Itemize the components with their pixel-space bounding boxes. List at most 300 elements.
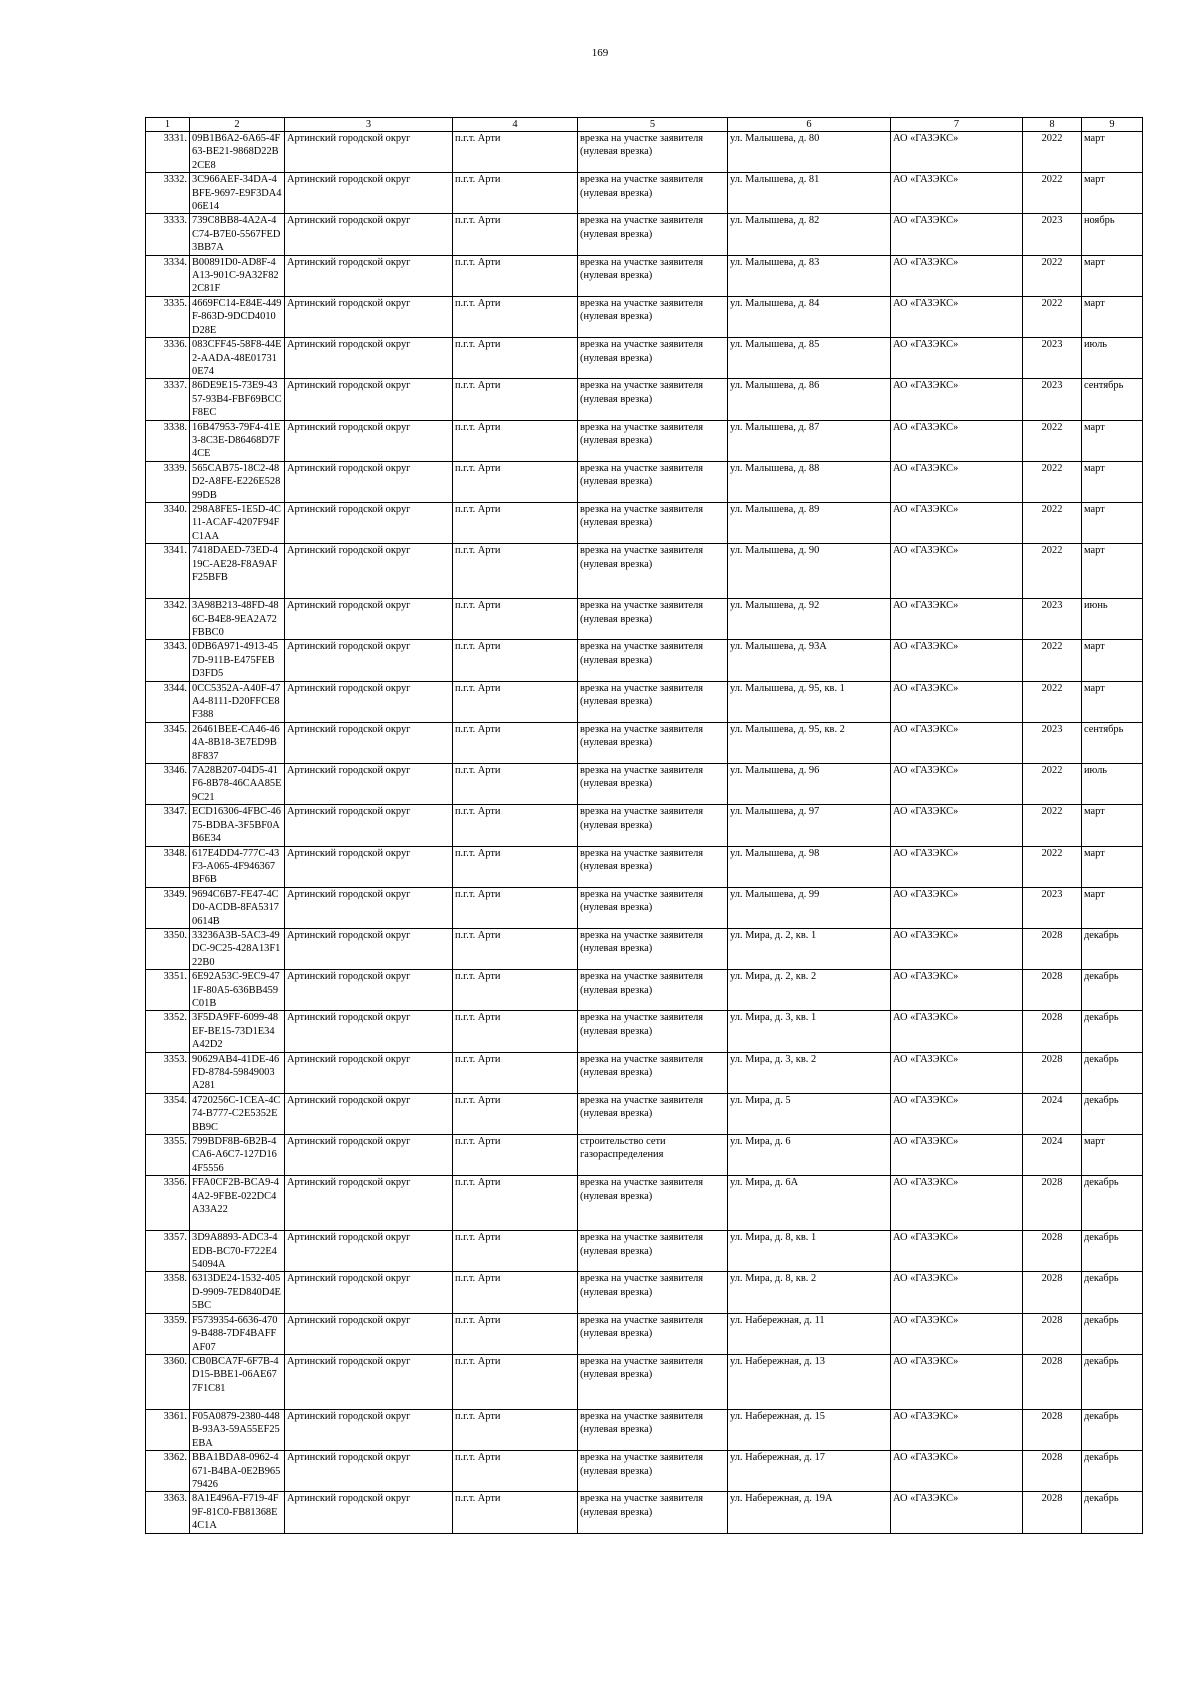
district-name-cell: Артинский городской округ — [285, 1451, 453, 1492]
work-type-cell: врезка на участке заявителя (нулевая врезка) — [578, 970, 728, 1011]
organization-cell: АО «ГАЗЭКС» — [891, 1492, 1023, 1533]
work-type-cell: врезка на участке заявителя (нулевая врезка) — [578, 1231, 728, 1272]
row-number-cell: 3339. — [146, 461, 190, 502]
year-cell: 2022 — [1023, 461, 1082, 502]
column-header: 6 — [728, 118, 891, 132]
year-cell: 2028 — [1023, 970, 1082, 1011]
object-id-cell: 09B1B6A2-6A65-4F63-BE21-9868D22B2CE8 — [190, 132, 285, 173]
table-row — [146, 1451, 1143, 1492]
row-number-cell: 3331. — [146, 132, 190, 173]
district-name-cell: Артинский городской округ — [285, 928, 453, 969]
month-cell: март — [1082, 502, 1143, 543]
month-cell: сентябрь — [1082, 379, 1143, 420]
table-row — [146, 1011, 1143, 1052]
locality-name-cell: п.г.т. Арти — [453, 1231, 578, 1272]
row-number-cell: 3353. — [146, 1052, 190, 1093]
year-cell: 2028 — [1023, 1272, 1082, 1313]
column-header: 5 — [578, 118, 728, 132]
object-id-cell: 16B47953-79F4-41E3-8C3E-D86468D7F4CE — [190, 420, 285, 461]
organization-cell: АО «ГАЗЭКС» — [891, 805, 1023, 846]
organization-cell: АО «ГАЗЭКС» — [891, 461, 1023, 502]
table-row — [146, 379, 1143, 420]
work-type-cell: врезка на участке заявителя (нулевая врезка) — [578, 214, 728, 255]
table-row — [146, 1231, 1143, 1272]
year-cell: 2028 — [1023, 1492, 1082, 1533]
object-id-cell: 9694C6B7-FE47-4CD0-ACDB-8FA53170614B — [190, 887, 285, 928]
organization-cell: АО «ГАЗЭКС» — [891, 214, 1023, 255]
locality-name-cell: п.г.т. Арти — [453, 420, 578, 461]
row-number-cell: 3349. — [146, 887, 190, 928]
district-name-cell: Артинский городской округ — [285, 338, 453, 379]
month-cell: март — [1082, 640, 1143, 681]
year-cell: 2028 — [1023, 1313, 1082, 1354]
district-name-cell: Артинский городской округ — [285, 640, 453, 681]
row-number-cell: 3363. — [146, 1492, 190, 1533]
work-type-cell: врезка на участке заявителя (нулевая врезка) — [578, 502, 728, 543]
table-row — [146, 296, 1143, 337]
work-type-cell: врезка на участке заявителя (нулевая врезка) — [578, 1492, 728, 1533]
page-number: 169 — [591, 47, 609, 59]
address-cell: ул. Мира, д. 5 — [728, 1093, 891, 1134]
organization-cell: АО «ГАЗЭКС» — [891, 1272, 1023, 1313]
district-name-cell: Артинский городской округ — [285, 1052, 453, 1093]
work-type-cell: строительство сети газораспределения — [578, 1135, 728, 1176]
year-cell: 2022 — [1023, 132, 1082, 173]
locality-name-cell: п.г.т. Арти — [453, 887, 578, 928]
locality-name-cell: п.г.т. Арти — [453, 1176, 578, 1231]
month-cell: март — [1082, 681, 1143, 722]
address-cell: ул. Набережная, д. 17 — [728, 1451, 891, 1492]
work-type-cell: врезка на участке заявителя (нулевая врезка) — [578, 887, 728, 928]
address-cell: ул. Малышева, д. 83 — [728, 255, 891, 296]
year-cell: 2028 — [1023, 1176, 1082, 1231]
district-name-cell: Артинский городской округ — [285, 764, 453, 805]
year-cell: 2028 — [1023, 1011, 1082, 1052]
work-type-cell: врезка на участке заявителя (нулевая врезка) — [578, 1451, 728, 1492]
address-cell: ул. Малышева, д. 95, кв. 2 — [728, 722, 891, 763]
organization-cell: АО «ГАЗЭКС» — [891, 970, 1023, 1011]
column-header: 8 — [1023, 118, 1082, 132]
organization-cell: АО «ГАЗЭКС» — [891, 544, 1023, 599]
year-cell: 2023 — [1023, 722, 1082, 763]
address-cell: ул. Малышева, д. 96 — [728, 764, 891, 805]
month-cell: декабрь — [1082, 1272, 1143, 1313]
work-type-cell: врезка на участке заявителя (нулевая врезка) — [578, 805, 728, 846]
row-number-cell: 3337. — [146, 379, 190, 420]
object-id-cell: 4720256C-1CEA-4C74-B777-C2E5352EBB9C — [190, 1093, 285, 1134]
organization-cell: АО «ГАЗЭКС» — [891, 338, 1023, 379]
table-row — [146, 255, 1143, 296]
row-number-cell: 3334. — [146, 255, 190, 296]
row-number-cell: 3347. — [146, 805, 190, 846]
district-name-cell: Артинский городской округ — [285, 887, 453, 928]
address-cell: ул. Малышева, д. 85 — [728, 338, 891, 379]
table-row — [146, 640, 1143, 681]
month-cell: март — [1082, 255, 1143, 296]
object-id-cell: 3C966AEF-34DA-4BFE-9697-E9F3DA406E14 — [190, 173, 285, 214]
row-number-cell: 3336. — [146, 338, 190, 379]
year-cell: 2022 — [1023, 296, 1082, 337]
month-cell: март — [1082, 420, 1143, 461]
address-cell: ул. Набережная, д. 11 — [728, 1313, 891, 1354]
month-cell: декабрь — [1082, 1492, 1143, 1533]
locality-name-cell: п.г.т. Арти — [453, 599, 578, 640]
organization-cell: АО «ГАЗЭКС» — [891, 1409, 1023, 1450]
month-cell: сентябрь — [1082, 722, 1143, 763]
organization-cell: АО «ГАЗЭКС» — [891, 722, 1023, 763]
row-number-cell: 3357. — [146, 1231, 190, 1272]
object-id-cell: 7A28B207-04D5-41F6-8B78-46CAA85E9C21 — [190, 764, 285, 805]
locality-name-cell: п.г.т. Арти — [453, 379, 578, 420]
district-name-cell: Артинский городской округ — [285, 1093, 453, 1134]
year-cell: 2022 — [1023, 681, 1082, 722]
locality-name-cell: п.г.т. Арти — [453, 1011, 578, 1052]
work-type-cell: врезка на участке заявителя (нулевая врезка) — [578, 722, 728, 763]
work-type-cell: врезка на участке заявителя (нулевая врезка) — [578, 1409, 728, 1450]
table-row — [146, 1093, 1143, 1134]
locality-name-cell: п.г.т. Арти — [453, 338, 578, 379]
district-name-cell: Артинский городской округ — [285, 1272, 453, 1313]
row-number-cell: 3352. — [146, 1011, 190, 1052]
month-cell: июль — [1082, 338, 1143, 379]
month-cell: декабрь — [1082, 1176, 1143, 1231]
work-type-cell: врезка на участке заявителя (нулевая врезка) — [578, 599, 728, 640]
locality-name-cell: п.г.т. Арти — [453, 214, 578, 255]
address-cell: ул. Малышева, д. 80 — [728, 132, 891, 173]
organization-cell: АО «ГАЗЭКС» — [891, 928, 1023, 969]
year-cell: 2022 — [1023, 764, 1082, 805]
address-cell: ул. Малышева, д. 92 — [728, 599, 891, 640]
row-number-cell: 3358. — [146, 1272, 190, 1313]
object-id-cell: 4669FC14-E84E-449F-863D-9DCD4010D28E — [190, 296, 285, 337]
row-number-cell: 3360. — [146, 1354, 190, 1409]
locality-name-cell: п.г.т. Арти — [453, 928, 578, 969]
object-id-cell: 8A1E496A-F719-4F9F-81C0-FB81368E4C1A — [190, 1492, 285, 1533]
table-row — [146, 173, 1143, 214]
year-cell: 2023 — [1023, 379, 1082, 420]
locality-name-cell: п.г.т. Арти — [453, 764, 578, 805]
work-type-cell: врезка на участке заявителя (нулевая врезка) — [578, 928, 728, 969]
address-cell: ул. Малышева, д. 90 — [728, 544, 891, 599]
table-row — [146, 887, 1143, 928]
month-cell: декабрь — [1082, 1451, 1143, 1492]
row-number-cell: 3345. — [146, 722, 190, 763]
year-cell: 2022 — [1023, 846, 1082, 887]
work-type-cell: врезка на участке заявителя (нулевая врезка) — [578, 1313, 728, 1354]
object-id-cell: CB0BCA7F-6F7B-4D15-BBE1-06AE677F1C81 — [190, 1354, 285, 1409]
table-row — [146, 1176, 1143, 1231]
address-cell: ул. Малышева, д. 88 — [728, 461, 891, 502]
district-name-cell: Артинский городской округ — [285, 173, 453, 214]
district-name-cell: Артинский городской округ — [285, 1313, 453, 1354]
table-row — [146, 805, 1143, 846]
locality-name-cell: п.г.т. Арти — [453, 255, 578, 296]
object-id-cell: 0CC5352A-A40F-47A4-8111-D20FFCE8F388 — [190, 681, 285, 722]
locality-name-cell: п.г.т. Арти — [453, 805, 578, 846]
work-type-cell: врезка на участке заявителя (нулевая врезка) — [578, 132, 728, 173]
work-type-cell: врезка на участке заявителя (нулевая врезка) — [578, 173, 728, 214]
object-id-cell: B00891D0-AD8F-4A13-901C-9A32F822C81F — [190, 255, 285, 296]
district-name-cell: Артинский городской округ — [285, 1354, 453, 1409]
address-cell: ул. Малышева, д. 87 — [728, 420, 891, 461]
object-id-cell: 565CAB75-18C2-48D2-A8FE-E226E52899DB — [190, 461, 285, 502]
table-row — [146, 722, 1143, 763]
district-name-cell: Артинский городской округ — [285, 722, 453, 763]
year-cell: 2022 — [1023, 173, 1082, 214]
row-number-cell: 3341. — [146, 544, 190, 599]
address-cell: ул. Мира, д. 6 — [728, 1135, 891, 1176]
locality-name-cell: п.г.т. Арти — [453, 1409, 578, 1450]
address-cell: ул. Малышева, д. 93А — [728, 640, 891, 681]
table-row — [146, 338, 1143, 379]
address-cell: ул. Малышева, д. 98 — [728, 846, 891, 887]
table-row — [146, 1354, 1143, 1409]
table-row — [146, 461, 1143, 502]
organization-cell: АО «ГАЗЭКС» — [891, 1231, 1023, 1272]
work-type-cell: врезка на участке заявителя (нулевая врезка) — [578, 846, 728, 887]
month-cell: март — [1082, 173, 1143, 214]
object-id-cell: 26461BEE-CA46-464A-8B18-3E7ED9B8F837 — [190, 722, 285, 763]
object-id-cell: BBA1BDA8-0962-4671-B4BA-0E2B96579426 — [190, 1451, 285, 1492]
address-cell: ул. Мира, д. 2, кв. 2 — [728, 970, 891, 1011]
row-number-cell: 3344. — [146, 681, 190, 722]
organization-cell: АО «ГАЗЭКС» — [891, 1451, 1023, 1492]
organization-cell: АО «ГАЗЭКС» — [891, 420, 1023, 461]
address-cell: ул. Малышева, д. 99 — [728, 887, 891, 928]
year-cell: 2023 — [1023, 887, 1082, 928]
locality-name-cell: п.г.т. Арти — [453, 1451, 578, 1492]
locality-name-cell: п.г.т. Арти — [453, 1052, 578, 1093]
year-cell: 2028 — [1023, 1231, 1082, 1272]
table-row — [146, 1492, 1143, 1533]
organization-cell: АО «ГАЗЭКС» — [891, 296, 1023, 337]
organization-cell: АО «ГАЗЭКС» — [891, 640, 1023, 681]
row-number-cell: 3350. — [146, 928, 190, 969]
locality-name-cell: п.г.т. Арти — [453, 296, 578, 337]
column-header: 3 — [285, 118, 453, 132]
work-type-cell: врезка на участке заявителя (нулевая врезка) — [578, 1354, 728, 1409]
object-id-cell: 0DB6A971-4913-457D-911B-E475FEBD3FD5 — [190, 640, 285, 681]
month-cell: декабрь — [1082, 1409, 1143, 1450]
work-type-cell: врезка на участке заявителя (нулевая врезка) — [578, 296, 728, 337]
address-cell: ул. Мира, д. 6А — [728, 1176, 891, 1231]
work-type-cell: врезка на участке заявителя (нулевая врезка) — [578, 1093, 728, 1134]
month-cell: март — [1082, 132, 1143, 173]
month-cell: март — [1082, 805, 1143, 846]
row-number-cell: 3351. — [146, 970, 190, 1011]
address-cell: ул. Мира, д. 8, кв. 2 — [728, 1272, 891, 1313]
month-cell: ноябрь — [1082, 214, 1143, 255]
district-name-cell: Артинский городской округ — [285, 970, 453, 1011]
district-name-cell: Артинский городской округ — [285, 1409, 453, 1450]
row-number-cell: 3335. — [146, 296, 190, 337]
row-number-cell: 3332. — [146, 173, 190, 214]
work-type-cell: врезка на участке заявителя (нулевая врезка) — [578, 681, 728, 722]
district-name-cell: Артинский городской округ — [285, 681, 453, 722]
year-cell: 2028 — [1023, 928, 1082, 969]
district-name-cell: Артинский городской округ — [285, 132, 453, 173]
work-type-cell: врезка на участке заявителя (нулевая врезка) — [578, 338, 728, 379]
year-cell: 2028 — [1023, 1451, 1082, 1492]
row-number-cell: 3359. — [146, 1313, 190, 1354]
district-name-cell: Артинский городской округ — [285, 1176, 453, 1231]
row-number-cell: 3355. — [146, 1135, 190, 1176]
district-name-cell: Артинский городской округ — [285, 1231, 453, 1272]
month-cell: декабрь — [1082, 1313, 1143, 1354]
address-cell: ул. Набережная, д. 19А — [728, 1492, 891, 1533]
month-cell: июнь — [1082, 599, 1143, 640]
address-cell: ул. Мира, д. 3, кв. 1 — [728, 1011, 891, 1052]
district-name-cell: Артинский городской округ — [285, 379, 453, 420]
month-cell: декабрь — [1082, 1231, 1143, 1272]
district-name-cell: Артинский городской округ — [285, 544, 453, 599]
month-cell: март — [1082, 887, 1143, 928]
year-cell: 2024 — [1023, 1093, 1082, 1134]
object-id-cell: 86DE9E15-73E9-4357-93B4-FBF69BCCF8EC — [190, 379, 285, 420]
district-name-cell: Артинский городской округ — [285, 1492, 453, 1533]
work-type-cell: врезка на участке заявителя (нулевая врезка) — [578, 1052, 728, 1093]
organization-cell: АО «ГАЗЭКС» — [891, 846, 1023, 887]
month-cell: март — [1082, 544, 1143, 599]
locality-name-cell: п.г.т. Арти — [453, 544, 578, 599]
locality-name-cell: п.г.т. Арти — [453, 640, 578, 681]
table-row — [146, 1313, 1143, 1354]
work-type-cell: врезка на участке заявителя (нулевая врезка) — [578, 420, 728, 461]
object-id-cell: 617E4DD4-777C-43F3-A065-4F946367BF6B — [190, 846, 285, 887]
address-cell: ул. Малышева, д. 89 — [728, 502, 891, 543]
locality-name-cell: п.г.т. Арти — [453, 173, 578, 214]
row-number-cell: 3342. — [146, 599, 190, 640]
month-cell: июль — [1082, 764, 1143, 805]
gasification-register-table — [145, 117, 1143, 1534]
organization-cell: АО «ГАЗЭКС» — [891, 887, 1023, 928]
year-cell: 2022 — [1023, 640, 1082, 681]
organization-cell: АО «ГАЗЭКС» — [891, 1135, 1023, 1176]
row-number-cell: 3348. — [146, 846, 190, 887]
month-cell: март — [1082, 846, 1143, 887]
object-id-cell: 3D9A8893-ADC3-4EDB-BC70-F722E454094A — [190, 1231, 285, 1272]
month-cell: март — [1082, 1135, 1143, 1176]
object-id-cell: 083CFF45-58F8-44E2-AADA-48E017310E74 — [190, 338, 285, 379]
row-number-cell: 3333. — [146, 214, 190, 255]
object-id-cell: 3A98B213-48FD-486C-B4E8-9EA2A72FBBC0 — [190, 599, 285, 640]
district-name-cell: Артинский городской округ — [285, 502, 453, 543]
object-id-cell: 90629AB4-41DE-46FD-8784-59849003A281 — [190, 1052, 285, 1093]
column-number-row — [146, 118, 1143, 132]
district-name-cell: Артинский городской округ — [285, 599, 453, 640]
work-type-cell: врезка на участке заявителя (нулевая врезка) — [578, 379, 728, 420]
year-cell: 2028 — [1023, 1052, 1082, 1093]
address-cell: ул. Малышева, д. 81 — [728, 173, 891, 214]
locality-name-cell: п.г.т. Арти — [453, 970, 578, 1011]
year-cell: 2022 — [1023, 420, 1082, 461]
organization-cell: АО «ГАЗЭКС» — [891, 1176, 1023, 1231]
table-row — [146, 544, 1143, 599]
locality-name-cell: п.г.т. Арти — [453, 1313, 578, 1354]
organization-cell: АО «ГАЗЭКС» — [891, 379, 1023, 420]
object-id-cell: 7418DAED-73ED-419C-AE28-F8A9AFF25BFB — [190, 544, 285, 599]
object-id-cell: 298A8FE5-1E5D-4C11-ACAF-4207F94FC1AA — [190, 502, 285, 543]
district-name-cell: Артинский городской округ — [285, 255, 453, 296]
organization-cell: АО «ГАЗЭКС» — [891, 1052, 1023, 1093]
locality-name-cell: п.г.т. Арти — [453, 1135, 578, 1176]
row-number-cell: 3354. — [146, 1093, 190, 1134]
district-name-cell: Артинский городской округ — [285, 805, 453, 846]
address-cell: ул. Набережная, д. 15 — [728, 1409, 891, 1450]
table-row — [146, 681, 1143, 722]
work-type-cell: врезка на участке заявителя (нулевая врезка) — [578, 255, 728, 296]
address-cell: ул. Малышева, д. 82 — [728, 214, 891, 255]
table-row — [146, 1052, 1143, 1093]
year-cell: 2028 — [1023, 1354, 1082, 1409]
year-cell: 2022 — [1023, 544, 1082, 599]
locality-name-cell: п.г.т. Арти — [453, 461, 578, 502]
locality-name-cell: п.г.т. Арти — [453, 1492, 578, 1533]
year-cell: 2028 — [1023, 1409, 1082, 1450]
organization-cell: АО «ГАЗЭКС» — [891, 764, 1023, 805]
object-id-cell: 799BDF8B-6B2B-4CA6-A6C7-127D164F5556 — [190, 1135, 285, 1176]
district-name-cell: Артинский городской округ — [285, 214, 453, 255]
month-cell: декабрь — [1082, 1093, 1143, 1134]
month-cell: декабрь — [1082, 1011, 1143, 1052]
column-header: 1 — [146, 118, 190, 132]
district-name-cell: Артинский городской округ — [285, 1011, 453, 1052]
row-number-cell: 3356. — [146, 1176, 190, 1231]
address-cell: ул. Малышева, д. 97 — [728, 805, 891, 846]
organization-cell: АО «ГАЗЭКС» — [891, 1011, 1023, 1052]
work-type-cell: врезка на участке заявителя (нулевая врезка) — [578, 1176, 728, 1231]
district-name-cell: Артинский городской округ — [285, 296, 453, 337]
year-cell: 2022 — [1023, 502, 1082, 543]
table-row — [146, 132, 1143, 173]
address-cell: ул. Набережная, д. 13 — [728, 1354, 891, 1409]
organization-cell: АО «ГАЗЭКС» — [891, 502, 1023, 543]
organization-cell: АО «ГАЗЭКС» — [891, 1354, 1023, 1409]
address-cell: ул. Мира, д. 3, кв. 2 — [728, 1052, 891, 1093]
organization-cell: АО «ГАЗЭКС» — [891, 1093, 1023, 1134]
column-header: 9 — [1082, 118, 1143, 132]
table-row — [146, 420, 1143, 461]
object-id-cell: F5739354-6636-4709-B488-7DF4BAFFAF07 — [190, 1313, 285, 1354]
locality-name-cell: п.г.т. Арти — [453, 722, 578, 763]
address-cell: ул. Малышева, д. 95, кв. 1 — [728, 681, 891, 722]
district-name-cell: Артинский городской округ — [285, 420, 453, 461]
work-type-cell: врезка на участке заявителя (нулевая врезка) — [578, 461, 728, 502]
table-row — [146, 1135, 1143, 1176]
year-cell: 2024 — [1023, 1135, 1082, 1176]
locality-name-cell: п.г.т. Арти — [453, 1354, 578, 1409]
locality-name-cell: п.г.т. Арти — [453, 502, 578, 543]
object-id-cell: F05A0879-2380-448B-93A3-59A55EF25EBA — [190, 1409, 285, 1450]
month-cell: декабрь — [1082, 970, 1143, 1011]
column-header: 4 — [453, 118, 578, 132]
year-cell: 2023 — [1023, 214, 1082, 255]
district-name-cell: Артинский городской округ — [285, 1135, 453, 1176]
address-cell: ул. Малышева, д. 84 — [728, 296, 891, 337]
locality-name-cell: п.г.т. Арти — [453, 681, 578, 722]
locality-name-cell: п.г.т. Арти — [453, 1272, 578, 1313]
year-cell: 2022 — [1023, 255, 1082, 296]
address-cell: ул. Мира, д. 8, кв. 1 — [728, 1231, 891, 1272]
district-name-cell: Артинский городской округ — [285, 846, 453, 887]
year-cell: 2023 — [1023, 338, 1082, 379]
column-header: 7 — [891, 118, 1023, 132]
object-id-cell: 6313DE24-1532-405D-9909-7ED840D4E5BC — [190, 1272, 285, 1313]
year-cell: 2022 — [1023, 805, 1082, 846]
year-cell: 2023 — [1023, 599, 1082, 640]
table-row — [146, 1409, 1143, 1450]
object-id-cell: ECD16306-4FBC-4675-BDBA-3F5BF0AB6E34 — [190, 805, 285, 846]
